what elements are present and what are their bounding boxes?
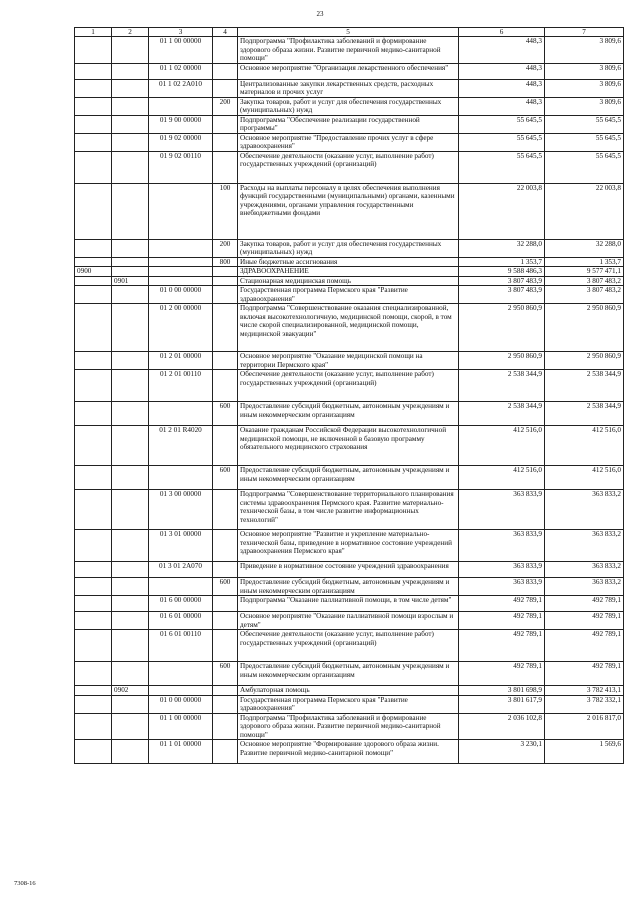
amount-2019: 2 538 344,9	[545, 402, 624, 426]
subsection-code	[112, 530, 149, 562]
expense-type	[213, 79, 238, 97]
item-name: Обеспечение деятельности (оказание услуг, выполнение работ) государственных учреждений (организаций)	[238, 151, 459, 183]
amount-2019: 492 789,1	[545, 630, 624, 662]
expense-type	[213, 370, 238, 402]
item-name: Закупка товаров, работ и услуг для обеспечения государственных (муниципальных) нужд	[238, 97, 459, 115]
column-header: 7	[545, 28, 624, 37]
subsection-code	[112, 370, 149, 402]
target-article: 01 1 01 00000	[149, 740, 213, 764]
expense-type: 600	[213, 466, 238, 490]
target-article	[149, 662, 213, 686]
amount-2018: 22 003,8	[459, 183, 545, 239]
expense-type	[213, 267, 238, 277]
amount-2019: 2 950 860,9	[545, 352, 624, 370]
item-name: Предоставление субсидий бюджетным, автономным учреждениям и иным некоммерческим организациям	[238, 578, 459, 596]
expense-type	[213, 596, 238, 612]
table-row	[75, 97, 624, 115]
table-row	[75, 695, 624, 713]
amount-2019: 1 353,7	[545, 257, 624, 267]
target-article: 01 6 01 00000	[149, 612, 213, 630]
subsection-code	[112, 257, 149, 267]
target-article	[149, 239, 213, 257]
expense-type	[213, 530, 238, 562]
amount-2018: 3 801 698,9	[459, 686, 545, 696]
table-row	[75, 596, 624, 612]
item-name: Приведение в нормативное состояние учреждений здравоохранения	[238, 562, 459, 578]
item-name: Обеспечение деятельности (оказание услуг, выполнение работ) государственных учреждений (организаций)	[238, 370, 459, 402]
table-row	[75, 530, 624, 562]
amount-2019: 55 645,5	[545, 133, 624, 151]
amount-2019: 3 807 483,2	[545, 286, 624, 304]
target-article: 01 2 00 00000	[149, 304, 213, 352]
amount-2019: 492 789,1	[545, 612, 624, 630]
table-row	[75, 239, 624, 257]
section-code	[75, 490, 112, 530]
section-code	[75, 612, 112, 630]
subsection-code	[112, 466, 149, 490]
amount-2019: 22 003,8	[545, 183, 624, 239]
table-row	[75, 740, 624, 764]
amount-2018: 1 353,7	[459, 257, 545, 267]
item-name: Основное мероприятие "Формирование здорового образа жизни. Развитие первичной медико-санитарной помощи"	[238, 740, 459, 764]
section-code	[75, 402, 112, 426]
table-row	[75, 402, 624, 426]
item-name: Подпрограмма "Оказание паллиативной помощи, в том числе детям"	[238, 596, 459, 612]
table-row	[75, 276, 624, 286]
subsection-code	[112, 630, 149, 662]
target-article: 01 3 01 00000	[149, 530, 213, 562]
table-row	[75, 562, 624, 578]
expense-type: 600	[213, 662, 238, 686]
section-code	[75, 151, 112, 183]
column-header: 1	[75, 28, 112, 37]
item-name: Предоставление субсидий бюджетным, автономным учреждениям и иным некоммерческим организациям	[238, 402, 459, 426]
table-row	[75, 133, 624, 151]
target-article	[149, 686, 213, 696]
table-row	[75, 37, 624, 64]
column-header: 2	[112, 28, 149, 37]
target-article	[149, 578, 213, 596]
subsection-code	[112, 304, 149, 352]
amount-2019: 9 577 471,1	[545, 267, 624, 277]
subsection-code	[112, 115, 149, 133]
item-name: Подпрограмма "Профилактика заболеваний и формирование здорового образа жизни. Развитие первичной медико-санитарной помощи"	[238, 37, 459, 64]
expense-type: 200	[213, 239, 238, 257]
item-name: Основное мероприятие "Оказание паллиативной помощи взрослым и детям"	[238, 612, 459, 630]
table-row	[75, 151, 624, 183]
amount-2018: 448,3	[459, 37, 545, 64]
item-name: Подпрограмма "Совершенствование оказания специализированной, включая высокотехнологичную, медицинской помощи, скорой, в том числе скорой специализированной, медицинской помощи, медицинской эвакуации"	[238, 304, 459, 352]
section-code	[75, 740, 112, 764]
amount-2018: 492 789,1	[459, 596, 545, 612]
amount-2018: 32 288,0	[459, 239, 545, 257]
table-row	[75, 662, 624, 686]
amount-2019: 3 782 413,1	[545, 686, 624, 696]
amount-2019: 2 016 817,0	[545, 713, 624, 740]
target-article	[149, 276, 213, 286]
amount-2018: 3 807 483,9	[459, 276, 545, 286]
section-code	[75, 578, 112, 596]
section-code	[75, 63, 112, 79]
item-name: Амбулаторная помощь	[238, 686, 459, 696]
target-article: 01 1 00 00000	[149, 713, 213, 740]
target-article	[149, 466, 213, 490]
amount-2019: 55 645,5	[545, 151, 624, 183]
footer-code: 7308-16	[14, 880, 36, 887]
item-name: Государственная программа Пермского края "Развитие здравоохранения"	[238, 286, 459, 304]
item-name: Предоставление субсидий бюджетным, автономным учреждениям и иным некоммерческим организациям	[238, 466, 459, 490]
item-name: Государственная программа Пермского края "Развитие здравоохранения"	[238, 695, 459, 713]
section-code	[75, 426, 112, 466]
expense-type	[213, 426, 238, 466]
item-name: Оказание гражданам Российской Федерации высокотехнологичной медицинской помощи, не включенной в базовую программу обязательного медицинского страхования	[238, 426, 459, 466]
column-header: 6	[459, 28, 545, 37]
amount-2018: 55 645,5	[459, 133, 545, 151]
subsection-code	[112, 596, 149, 612]
amount-2019: 363 833,2	[545, 490, 624, 530]
section-code	[75, 596, 112, 612]
item-name: Основное мероприятие "Организация лекарственного обеспечения"	[238, 63, 459, 79]
target-article: 01 1 02 2А010	[149, 79, 213, 97]
section-code	[75, 276, 112, 286]
amount-2019: 3 807 483,2	[545, 276, 624, 286]
expense-type	[213, 686, 238, 696]
target-article	[149, 402, 213, 426]
section-code	[75, 79, 112, 97]
table-row	[75, 352, 624, 370]
amount-2019: 3 809,6	[545, 63, 624, 79]
amount-2018: 412 516,0	[459, 426, 545, 466]
item-name: Основное мероприятие "Развитие и укрепление материально-технической базы, приведение в нормативное состояние учреждений здравоохранения Пермского края"	[238, 530, 459, 562]
subsection-code	[112, 352, 149, 370]
section-code	[75, 239, 112, 257]
item-name: Основное мероприятие "Оказание медицинской помощи на территории Пермского края"	[238, 352, 459, 370]
amount-2019: 1 569,6	[545, 740, 624, 764]
section-code	[75, 183, 112, 239]
subsection-code	[112, 151, 149, 183]
amount-2019: 492 789,1	[545, 662, 624, 686]
target-article: 01 1 00 00000	[149, 37, 213, 64]
target-article: 01 6 01 00110	[149, 630, 213, 662]
amount-2018: 448,3	[459, 63, 545, 79]
amount-2018: 492 789,1	[459, 612, 545, 630]
target-article	[149, 183, 213, 239]
amount-2018: 363 833,9	[459, 578, 545, 596]
section-code	[75, 713, 112, 740]
expense-type	[213, 740, 238, 764]
section-code	[75, 530, 112, 562]
section-code	[75, 257, 112, 267]
target-article: 01 9 02 00110	[149, 151, 213, 183]
subsection-code	[112, 37, 149, 64]
subsection-code	[112, 426, 149, 466]
item-name: Основное мероприятие "Предоставление прочих услуг в сфере здравоохранения"	[238, 133, 459, 151]
expense-type: 100	[213, 183, 238, 239]
expense-type	[213, 490, 238, 530]
amount-2019: 3 782 332,1	[545, 695, 624, 713]
target-article: 01 2 01 00000	[149, 352, 213, 370]
item-name: ЗДРАВООХРАНЕНИЕ	[238, 267, 459, 277]
expense-type	[213, 286, 238, 304]
amount-2019: 412 516,0	[545, 426, 624, 466]
expense-type	[213, 352, 238, 370]
item-name: Расходы на выплаты персоналу в целях обеспечения выполнения функций государственными (муниципальными) органами, казенными учреждениями, органами управления государственными внебюджетными фондами	[238, 183, 459, 239]
amount-2019: 363 833,2	[545, 562, 624, 578]
subsection-code	[112, 239, 149, 257]
section-code	[75, 286, 112, 304]
target-article: 01 2 01 00110	[149, 370, 213, 402]
table-row	[75, 183, 624, 239]
amount-2018: 448,3	[459, 97, 545, 115]
item-name: Подпрограмма "Профилактика заболеваний и формирование здорового образа жизни. Развитие первичной медико-санитарной помощи"	[238, 713, 459, 740]
amount-2018: 9 588 486,3	[459, 267, 545, 277]
page-number: 23	[316, 10, 324, 18]
table-row	[75, 466, 624, 490]
section-code	[75, 97, 112, 115]
column-header: 3	[149, 28, 213, 37]
item-name: Иные бюджетные ассигнования	[238, 257, 459, 267]
target-article	[149, 97, 213, 115]
subsection-code	[112, 662, 149, 686]
amount-2018: 2 538 344,9	[459, 370, 545, 402]
subsection-code	[112, 740, 149, 764]
section-code	[75, 370, 112, 402]
amount-2018: 363 833,9	[459, 530, 545, 562]
expense-type: 600	[213, 402, 238, 426]
expense-type	[213, 133, 238, 151]
amount-2019: 363 833,2	[545, 530, 624, 562]
expense-type	[213, 612, 238, 630]
target-article: 01 9 02 00000	[149, 133, 213, 151]
subsection-code	[112, 490, 149, 530]
table-row	[75, 370, 624, 402]
expense-type	[213, 562, 238, 578]
expense-type: 800	[213, 257, 238, 267]
amount-2018: 448,3	[459, 79, 545, 97]
target-article: 01 3 01 2А070	[149, 562, 213, 578]
amount-2018: 363 833,9	[459, 562, 545, 578]
expense-type	[213, 276, 238, 286]
subsection-code	[112, 63, 149, 79]
expense-type	[213, 115, 238, 133]
target-article: 01 6 00 00000	[149, 596, 213, 612]
amount-2019: 363 833,2	[545, 578, 624, 596]
section-code	[75, 662, 112, 686]
amount-2018: 55 645,5	[459, 151, 545, 183]
subsection-code	[112, 695, 149, 713]
amount-2019: 55 645,5	[545, 115, 624, 133]
amount-2018: 2 538 344,9	[459, 402, 545, 426]
table-row	[75, 578, 624, 596]
item-name: Предоставление субсидий бюджетным, автономным учреждениям и иным некоммерческим организациям	[238, 662, 459, 686]
expense-type	[213, 304, 238, 352]
amount-2019: 32 288,0	[545, 239, 624, 257]
amount-2018: 2 950 860,9	[459, 304, 545, 352]
table-row	[75, 426, 624, 466]
target-article: 01 2 01 R4020	[149, 426, 213, 466]
target-article: 01 9 00 00000	[149, 115, 213, 133]
subsection-code: 0901	[112, 276, 149, 286]
section-code	[75, 686, 112, 696]
item-name: Подпрограмма "Совершенствование территориального планирования системы здравоохранения Пермского края. Развитие материально-технической базы, в том числе развитие информационных технологий"	[238, 490, 459, 530]
amount-2018: 492 789,1	[459, 630, 545, 662]
section-code	[75, 352, 112, 370]
table-row	[75, 630, 624, 662]
amount-2018: 412 516,0	[459, 466, 545, 490]
expense-type: 200	[213, 97, 238, 115]
table-row	[75, 267, 624, 277]
section-code	[75, 304, 112, 352]
expense-type	[213, 695, 238, 713]
amount-2018: 2 950 860,9	[459, 352, 545, 370]
section-code	[75, 466, 112, 490]
section-code	[75, 37, 112, 64]
amount-2019: 2 950 860,9	[545, 304, 624, 352]
budget-table	[74, 27, 624, 764]
target-article	[149, 257, 213, 267]
item-name: Обеспечение деятельности (оказание услуг, выполнение работ) государственных учреждений (организаций)	[238, 630, 459, 662]
section-code	[75, 630, 112, 662]
subsection-code	[112, 286, 149, 304]
amount-2018: 2 036 102,8	[459, 713, 545, 740]
section-code	[75, 115, 112, 133]
expense-type	[213, 37, 238, 64]
table-row	[75, 686, 624, 696]
amount-2019: 492 789,1	[545, 596, 624, 612]
subsection-code	[112, 402, 149, 426]
header-row	[75, 28, 624, 37]
target-article: 01 3 00 00000	[149, 490, 213, 530]
section-code	[75, 695, 112, 713]
subsection-code	[112, 267, 149, 277]
table-row	[75, 713, 624, 740]
column-header: 4	[213, 28, 238, 37]
amount-2019: 3 809,6	[545, 37, 624, 64]
item-name: Централизованные закупки лекарственных средств, расходных материалов и прочих услуг	[238, 79, 459, 97]
amount-2019: 412 516,0	[545, 466, 624, 490]
subsection-code	[112, 713, 149, 740]
expense-type	[213, 713, 238, 740]
subsection-code	[112, 79, 149, 97]
subsection-code	[112, 612, 149, 630]
table-row	[75, 490, 624, 530]
amount-2018: 3 230,1	[459, 740, 545, 764]
amount-2019: 2 538 344,9	[545, 370, 624, 402]
expense-type: 600	[213, 578, 238, 596]
expense-type	[213, 630, 238, 662]
column-header: 5	[238, 28, 459, 37]
table-row	[75, 115, 624, 133]
item-name: Стационарная медицинская помощь	[238, 276, 459, 286]
amount-2019: 3 809,6	[545, 79, 624, 97]
subsection-code: 0902	[112, 686, 149, 696]
subsection-code	[112, 97, 149, 115]
section-code: 0900	[75, 267, 112, 277]
section-code	[75, 562, 112, 578]
amount-2018: 363 833,9	[459, 490, 545, 530]
table-row	[75, 612, 624, 630]
table-row	[75, 286, 624, 304]
amount-2019: 3 809,6	[545, 97, 624, 115]
amount-2018: 3 801 617,9	[459, 695, 545, 713]
table-row	[75, 257, 624, 267]
amount-2018: 492 789,1	[459, 662, 545, 686]
table-body	[75, 28, 624, 764]
subsection-code	[112, 133, 149, 151]
target-article: 01 0 00 00000	[149, 695, 213, 713]
table-row	[75, 79, 624, 97]
item-name: Подпрограмма "Обеспечение реализации государственной программы"	[238, 115, 459, 133]
subsection-code	[112, 578, 149, 596]
subsection-code	[112, 183, 149, 239]
subsection-code	[112, 562, 149, 578]
amount-2018: 3 807 483,9	[459, 286, 545, 304]
expense-type	[213, 63, 238, 79]
table-row	[75, 304, 624, 352]
expense-type	[213, 151, 238, 183]
target-article: 01 0 00 00000	[149, 286, 213, 304]
target-article: 01 1 02 00000	[149, 63, 213, 79]
target-article	[149, 267, 213, 277]
item-name: Закупка товаров, работ и услуг для обеспечения государственных (муниципальных) нужд	[238, 239, 459, 257]
table-row	[75, 63, 624, 79]
section-code	[75, 133, 112, 151]
amount-2018: 55 645,5	[459, 115, 545, 133]
